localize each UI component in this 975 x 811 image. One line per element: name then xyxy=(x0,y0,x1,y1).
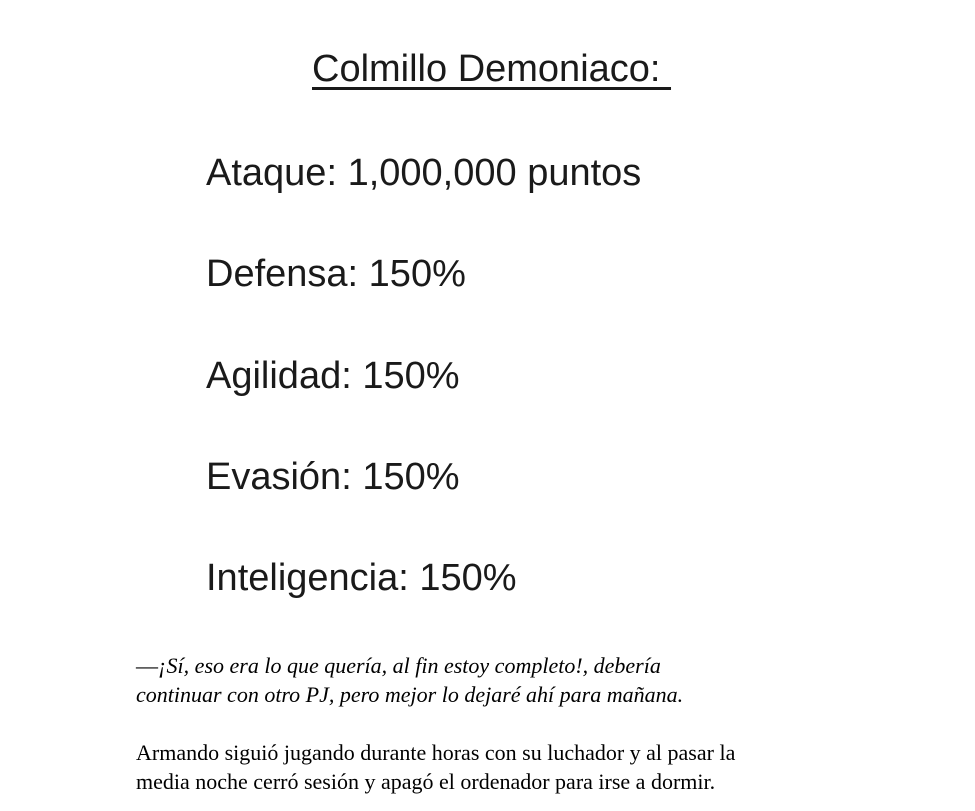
stat-label: Ataque xyxy=(206,152,327,194)
dialogue-line-1: ¡Sí, eso era lo que quería, al fin estoy completo!, debería xyxy=(158,653,661,678)
stat-value: 150% xyxy=(362,456,460,498)
stat-label: Agilidad xyxy=(206,355,342,397)
narration-line-2: media noche cerró sesión y apagó el ordenador para irse a dormir. xyxy=(136,769,716,794)
stat-row-evasion xyxy=(206,454,460,500)
stat-value: 1,000,000 puntos xyxy=(347,152,642,194)
stat-label: Defensa xyxy=(206,253,348,295)
narration-paragraph xyxy=(136,738,856,796)
narrative-text xyxy=(136,651,856,796)
dialogue-paragraph xyxy=(136,651,856,709)
stat-row-ataque xyxy=(206,150,641,196)
dialogue-dash: — xyxy=(136,653,158,678)
narration-line-1: Armando siguió jugando durante horas con su luchador y al pasar la xyxy=(136,740,736,765)
stat-label: Evasión xyxy=(206,456,342,498)
stat-row-inteligencia xyxy=(206,555,517,601)
stat-separator: : xyxy=(398,557,420,599)
item-title: Colmillo Demoniaco: xyxy=(312,48,672,90)
stat-value: 150% xyxy=(368,253,466,295)
stat-value: 150% xyxy=(419,557,517,599)
stat-separator: : xyxy=(347,253,369,295)
stat-separator: : xyxy=(341,355,363,397)
stat-separator: : xyxy=(341,456,363,498)
stat-label: Inteligencia xyxy=(206,557,399,599)
stat-row-defensa xyxy=(206,251,466,297)
stat-row-agilidad xyxy=(206,353,460,399)
stat-separator: : xyxy=(326,152,348,194)
stat-value: 150% xyxy=(362,355,460,397)
dialogue-line-2: continuar con otro PJ, pero mejor lo dejaré ahí para mañana. xyxy=(136,682,684,707)
